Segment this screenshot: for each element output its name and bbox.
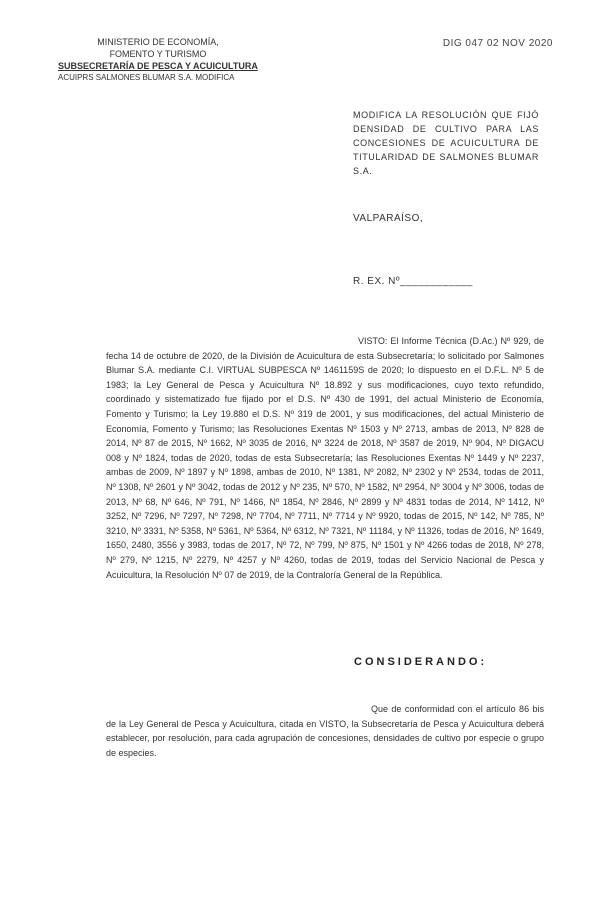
date-stamp: DIG 047 02 NOV 2020 [442,38,553,49]
ministry-header [58,36,258,84]
visto-paragraph [106,334,544,582]
ministry-name: MINISTERIO DE ECONOMÍA, [97,37,219,47]
visto-text: VISTO: El Informe Técnica (D.Ac.) Nº 929, de fecha 14 de octubre de 2020, de la División de Acuicultura de esta Subsecretaría; lo solicitado por Salmones Blumar S.A. mediante C.I. VIRTUAL SUBPESCA Nº 1461159S de 2020; lo dispuesto en el D.F.L. Nº 5 de 1983; la Ley General de Pesca y Acuicultura Nº 18.892 y sus modificaciones, cuyo texto refundido, coordinado y sistematizado fue fijado por el D.S. Nº 430 de 1991, del actual Ministerio de Economía, Fomento y Turismo; la Ley 19.880 el D.S. Nº 319 de 2001, y sus modificaciones, del actual Ministerio de Economía, Fomento y Turismo; las Resoluciones Exentas Nº 1503 y Nº 2713, ambas de 2013, Nº 828 de 2014, Nº 87 de 2015, Nº 1662, Nº 3035 de 2016, Nº 3224 de 2018, Nº 3587 de 2019, Nº 904, Nº DIGACU 008 y Nº 1824, todas de 2020, todas de esta Subsecretaría; las Resoluciones Exentas Nº 1449 y Nº 2237, ambas de 2009, Nº 1897 y Nº 1898, ambas de 2010, Nº 1381, Nº 2082, Nº 2302 y Nº 2534, todas de 2011, Nº 1308, Nº 2601 y Nº 3042, todas de 2012 y Nº 235, Nº 570, Nº 1582, Nº 2954, Nº 3004 y Nº 3006, todas de 2013, Nº 68, Nº 646, Nº 791, Nº 1466, Nº 1854, Nº 2846, Nº 2899 y Nº 4831 todas de 2014, Nº 1412, Nº 3252, Nº 7296, Nº 7297, Nº 7298, Nº 7704, Nº 7711, Nº 7714 y Nº 9920, todas de 2015, Nº 142, Nº 785, Nº 3210, Nº 3331, Nº 5358, Nº 5361, Nº 5364, Nº 6312, Nº 7321, Nº 11184, y Nº 11326, todas de 2016, Nº 1649, 1650, 2480, 3556 y 3983, todas de 2017, Nº 72, Nº 799, Nº 875, Nº 1501 y Nº 4266 todas de 2018, Nº 278, Nº 279, Nº 1215, Nº 2279, Nº 4257 y Nº 4260, todas de 2019, todas del Servicio Nacional de Pesca y Acuicultura, la Resolución Nº 07 de 2019, de la Contraloría General de la República. [106,336,544,580]
ministry-name-continued: FOMENTO Y TURISMO [109,49,207,59]
undersecretariat-name: SUBSECRETARÍA DE PESCA Y ACUICULTURA [58,61,258,71]
city-line: VALPARAÍSO, [353,213,424,224]
resolution-number-line: R. EX. Nº____________ [353,276,473,287]
considerando-heading: CONSIDERANDO: [354,656,488,668]
document-reference: ACUIPRS SALMONES BLUMAR S.A. MODIFICA [58,73,235,82]
considerando-paragraph [106,702,544,760]
resolution-subject: MODIFICA LA RESOLUCIÓN QUE FIJÓ DENSIDAD DE CULTIVO PARA LAS CONCESIONES DE ACUICULTURA DE TITULARIDAD DE SALMONES BLUMAR S.A. [353,110,539,176]
considerando-text: Que de conformidad con el artículo 86 bis de la Ley General de Pesca y Acuicultura, citada en VISTO, la Subsecretaría de Pesca y Acuicultura deberá establecer, por resolución, para cada agrupación de concesiones, densidades de cultivo por especie o grupo de especies. [106,704,544,758]
